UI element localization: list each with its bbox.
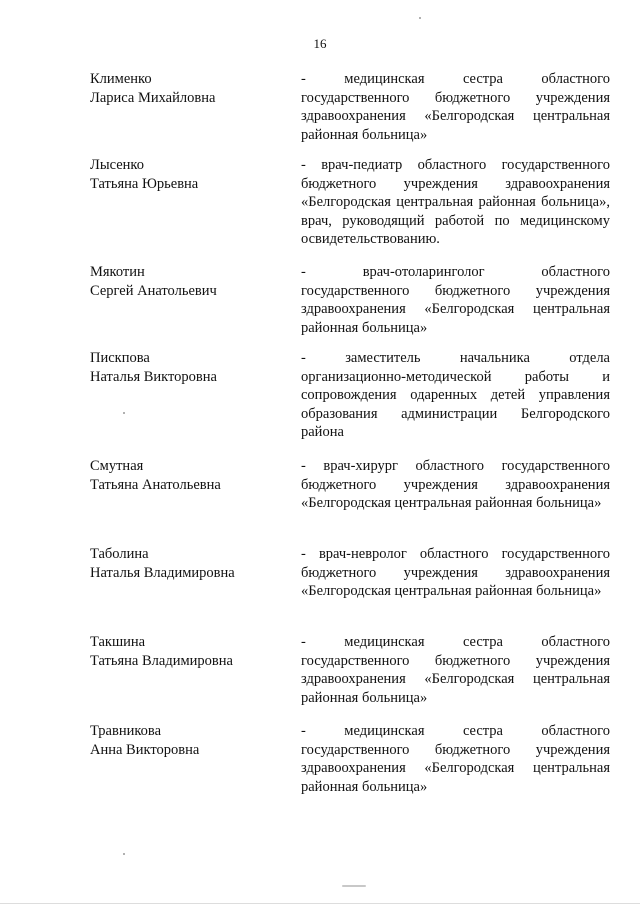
position-description: - медицинская сестра областного государственного бюджетного учреждения здравоохранения «Белгородская центральная районная больница» — [301, 634, 610, 706]
surname: Такшина — [90, 634, 146, 650]
scan-speck — [419, 17, 421, 19]
surname: Мякотин — [90, 264, 145, 280]
surname: Смутная — [90, 458, 144, 474]
surname: Пискпова — [90, 350, 150, 366]
given-name: Наталья Викторовна — [90, 368, 217, 385]
given-name: Татьяна Владимировна — [90, 652, 233, 669]
surname: Травникова — [90, 723, 162, 739]
scan-speck — [342, 885, 366, 887]
position-description: - медицинская сестра областного государственного бюджетного учреждения здравоохранения «Белгородская центральная районная больница» — [301, 71, 610, 143]
scan-speck — [123, 853, 125, 855]
given-name: Лариса Михайловна — [90, 89, 216, 106]
given-name: Сергей Анатольевич — [90, 282, 217, 299]
position-description: - заместитель начальника отдела организационно-методической работы и сопровождения одаренных детей управления образования администрации Белгородского района — [301, 350, 610, 440]
scan-speck — [123, 412, 125, 414]
person-name — [90, 70, 290, 107]
person-name — [90, 156, 290, 193]
position-description: - врач-педиатр областного государственного бюджетного учреждения здравоохранения «Белгородская центральная районная больница», врач, руководящий работой по медицинскому освидетельствованию. — [301, 157, 610, 247]
given-name: Наталья Владимировна — [90, 564, 235, 581]
person-name — [90, 633, 290, 670]
person-name — [90, 457, 290, 494]
person-name — [90, 545, 290, 582]
surname: Клименко — [90, 71, 152, 87]
page-edge — [0, 903, 640, 904]
surname: Лысенко — [90, 157, 144, 173]
given-name: Татьяна Анатольевна — [90, 476, 221, 493]
given-name: Татьяна Юрьевна — [90, 175, 199, 192]
surname: Таболина — [90, 546, 149, 562]
position-description: - медицинская сестра областного государственного бюджетного учреждения здравоохранения «Белгородская центральная районная больница» — [301, 723, 610, 795]
person-name — [90, 722, 290, 759]
position-description: - врач-хирург областного государственного бюджетного учреждения здравоохранения «Белгородская центральная районная больница» — [301, 458, 610, 511]
position-description: - врач-невролог областного государственного бюджетного учреждения здравоохранения «Белгородская центральная районная больница» — [301, 546, 610, 599]
page-number: 16 — [313, 36, 327, 51]
person-name — [90, 263, 290, 300]
position-description: - врач-отоларинголог областного государственного бюджетного учреждения здравоохранения «Белгородская центральная районная больница» — [301, 264, 610, 336]
person-name — [90, 349, 290, 386]
given-name: Анна Викторовна — [90, 741, 200, 758]
